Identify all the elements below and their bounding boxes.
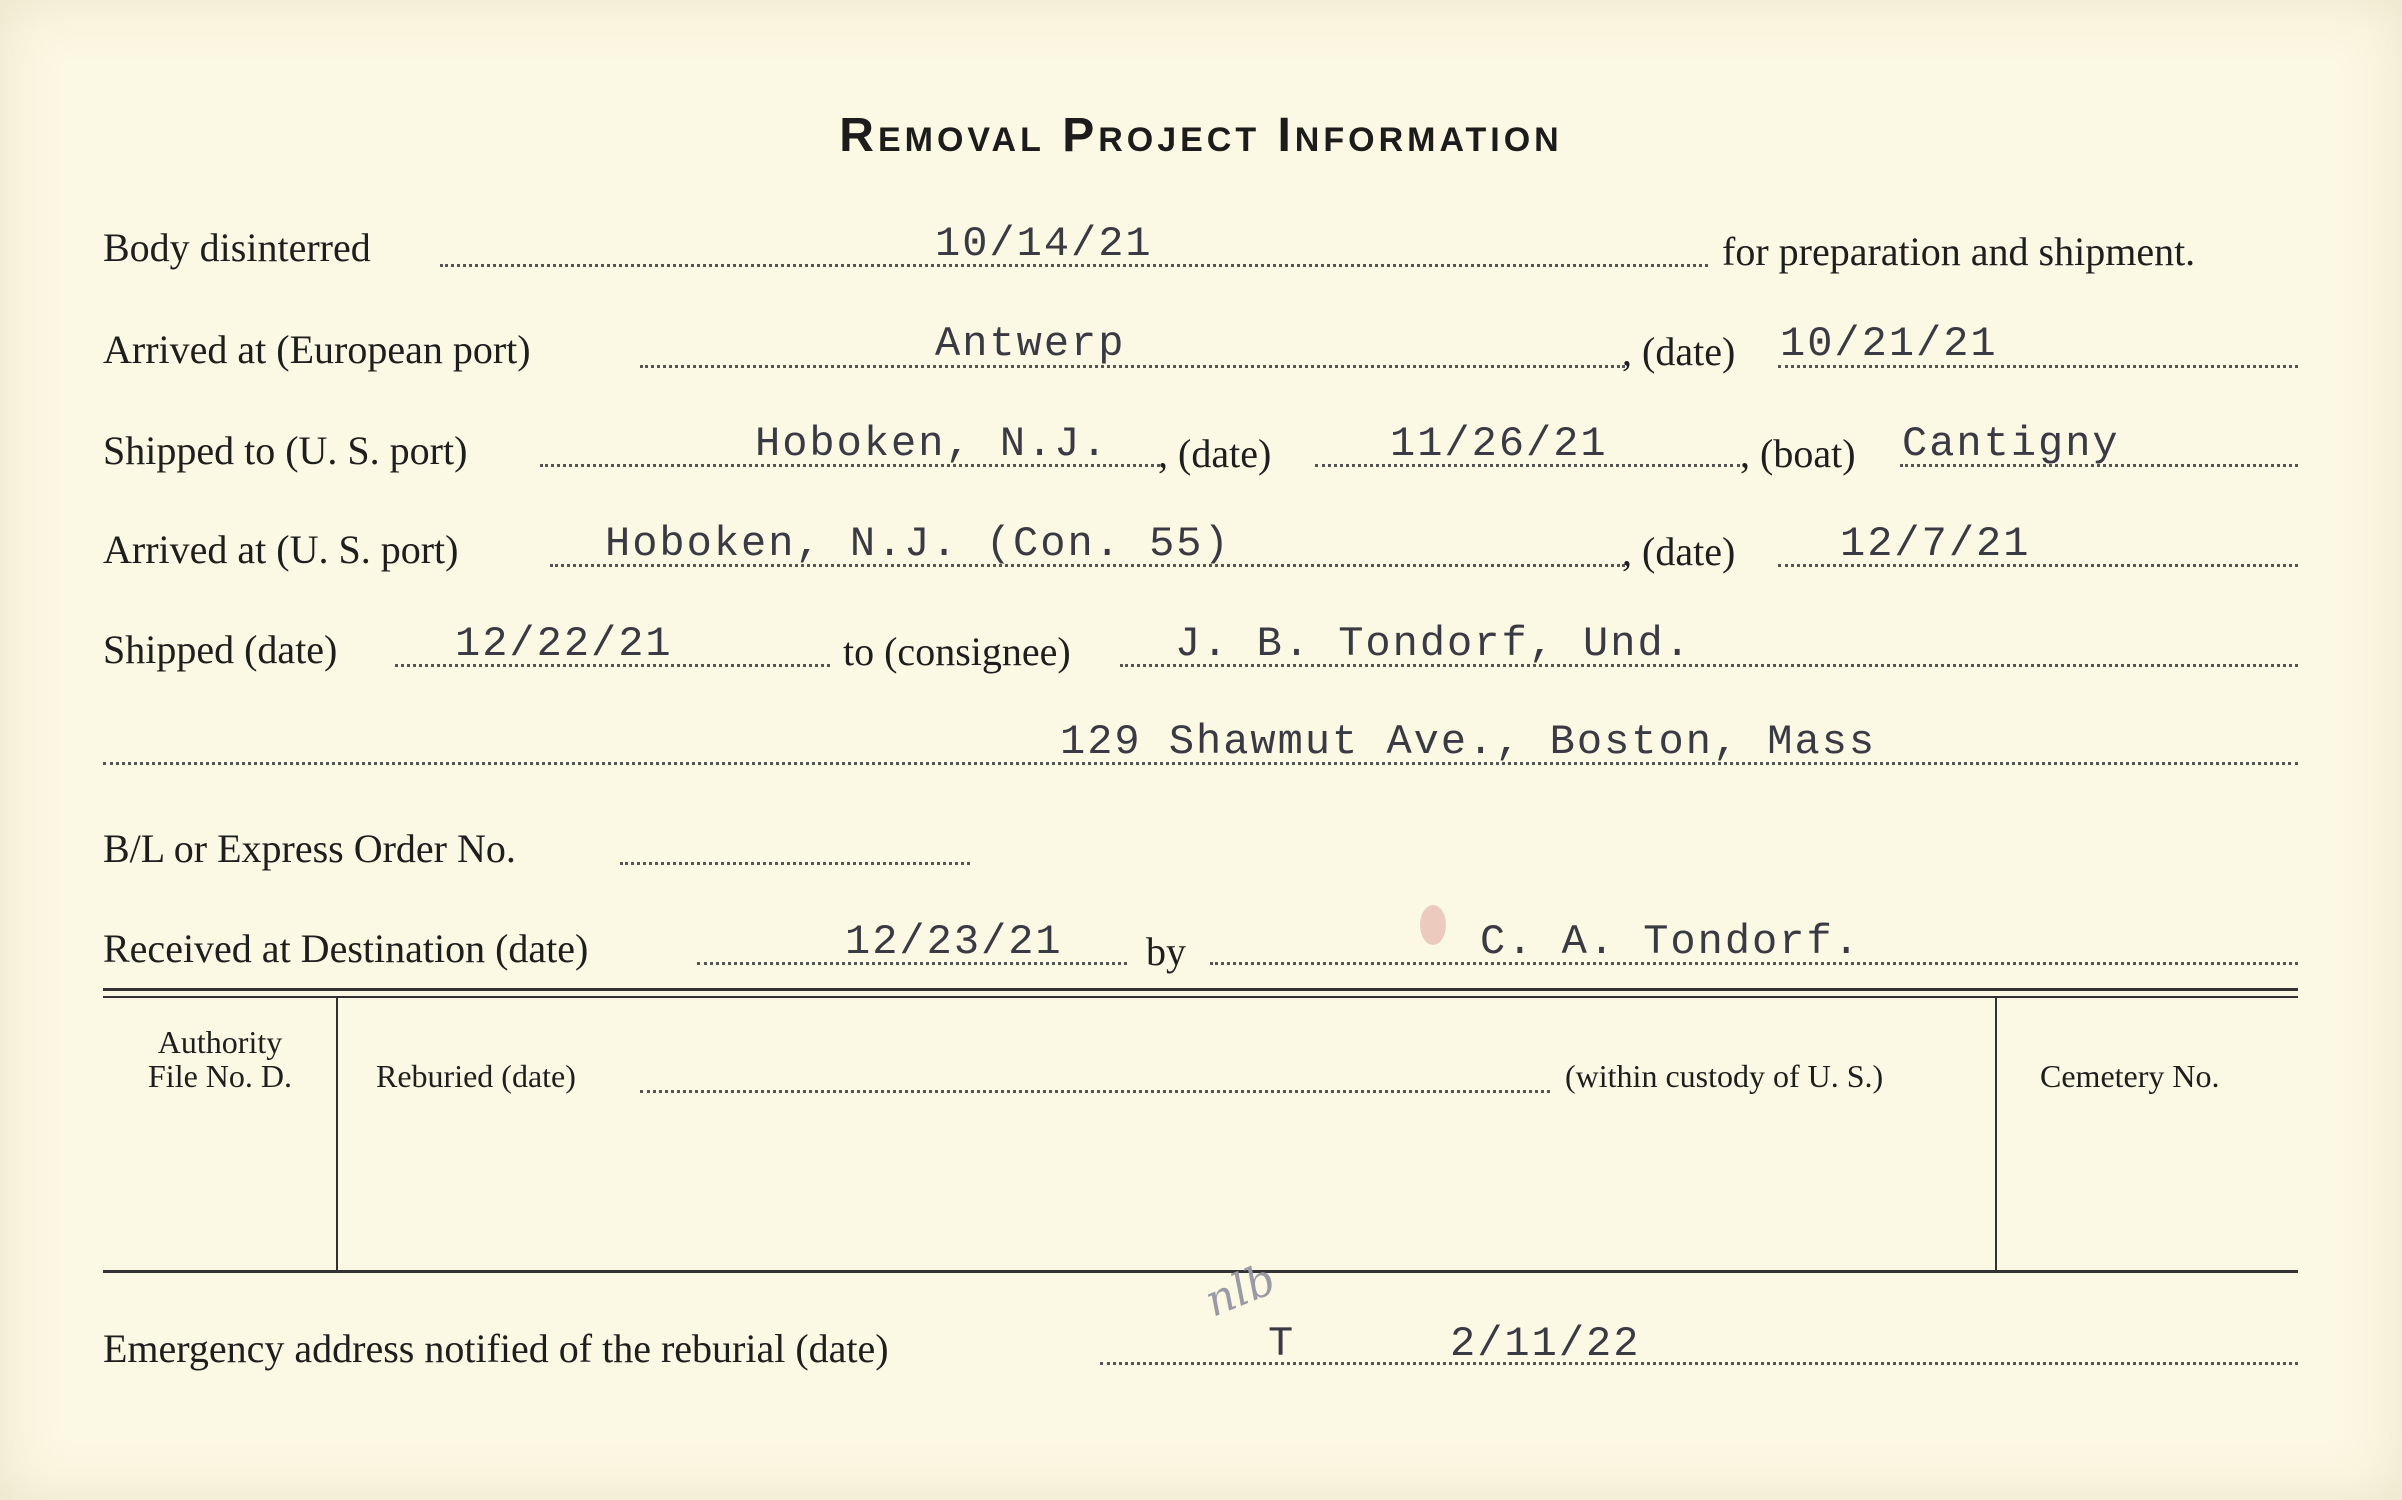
ink-smudge	[1420, 905, 1446, 945]
received-destination-date-value: 12/23/21	[845, 918, 1063, 966]
handwritten-initials: nlb	[1198, 1253, 1283, 1328]
card-title: Removal Project Information	[839, 109, 1563, 162]
preparation-shipment-label: for preparation and shipment.	[1722, 229, 2196, 274]
us-port-arrived-label: Arrived at (U. S. port)	[103, 527, 459, 572]
us-port-arrived-date-label: , (date)	[1622, 529, 1736, 574]
consignee-address-value: 129 Shawmut Ave., Boston, Mass	[1060, 718, 1877, 766]
received-by-label: by	[1146, 929, 1186, 974]
received-destination-label: Received at Destination (date)	[103, 926, 589, 971]
us-port-shipped-date-value: 11/26/21	[1390, 420, 1608, 468]
body-disinterred-value: 10/14/21	[935, 220, 1153, 268]
reburied-date-label: Reburied (date)	[376, 1058, 576, 1094]
box-bottom-rule	[103, 1270, 2298, 1273]
european-port-value: Antwerp	[935, 320, 1126, 368]
us-port-arrived-date-value: 12/7/21	[1840, 520, 2031, 568]
authority-label: Authority	[157, 1024, 283, 1060]
received-by-value: C. A. Tondorf.	[1480, 918, 1861, 966]
cemetery-no-label: Cemetery No.	[2040, 1058, 2220, 1094]
box-top-rule	[103, 988, 2298, 991]
us-port-shipped-value: Hoboken, N.J.	[755, 420, 1109, 468]
consignee-value: J. B. Tondorf, Und.	[1175, 620, 1692, 668]
file-no-label: File No. D.	[148, 1058, 292, 1094]
box-divider-left	[336, 998, 338, 1270]
box-top-rule-2	[103, 996, 2298, 998]
european-port-label: Arrived at (European port)	[103, 327, 531, 372]
us-port-shipped-label: Shipped to (U. S. port)	[103, 428, 468, 473]
european-port-date-label: , (date)	[1622, 329, 1736, 374]
us-port-shipped-date-label: , (date)	[1158, 431, 1272, 476]
boat-label: , (boat)	[1740, 431, 1856, 476]
emergency-initial-value: T	[1268, 1320, 1296, 1368]
authority-file-label	[110, 1025, 330, 1093]
boat-value: Cantigny	[1902, 420, 2120, 468]
custody-label: (within custody of U. S.)	[1565, 1058, 1884, 1094]
shipped-date-label: Shipped (date)	[103, 627, 338, 672]
shipped-date-value: 12/22/21	[455, 620, 673, 668]
box-divider-right	[1995, 998, 1997, 1270]
reburied-date-line	[640, 1090, 1550, 1093]
bl-order-label: B/L or Express Order No.	[103, 826, 516, 871]
european-port-line	[640, 365, 1625, 368]
consignee-label: to (consignee)	[843, 629, 1071, 674]
us-port-arrived-value: Hoboken, N.J. (Con. 55)	[605, 520, 1231, 568]
bl-order-line	[620, 862, 970, 865]
emergency-address-label: Emergency address notified of the reburial (date)	[103, 1326, 889, 1371]
emergency-date-value: 2/11/22	[1450, 1320, 1641, 1368]
body-disinterred-label: Body disinterred	[103, 225, 371, 270]
european-port-date-value: 10/21/21	[1780, 320, 1998, 368]
